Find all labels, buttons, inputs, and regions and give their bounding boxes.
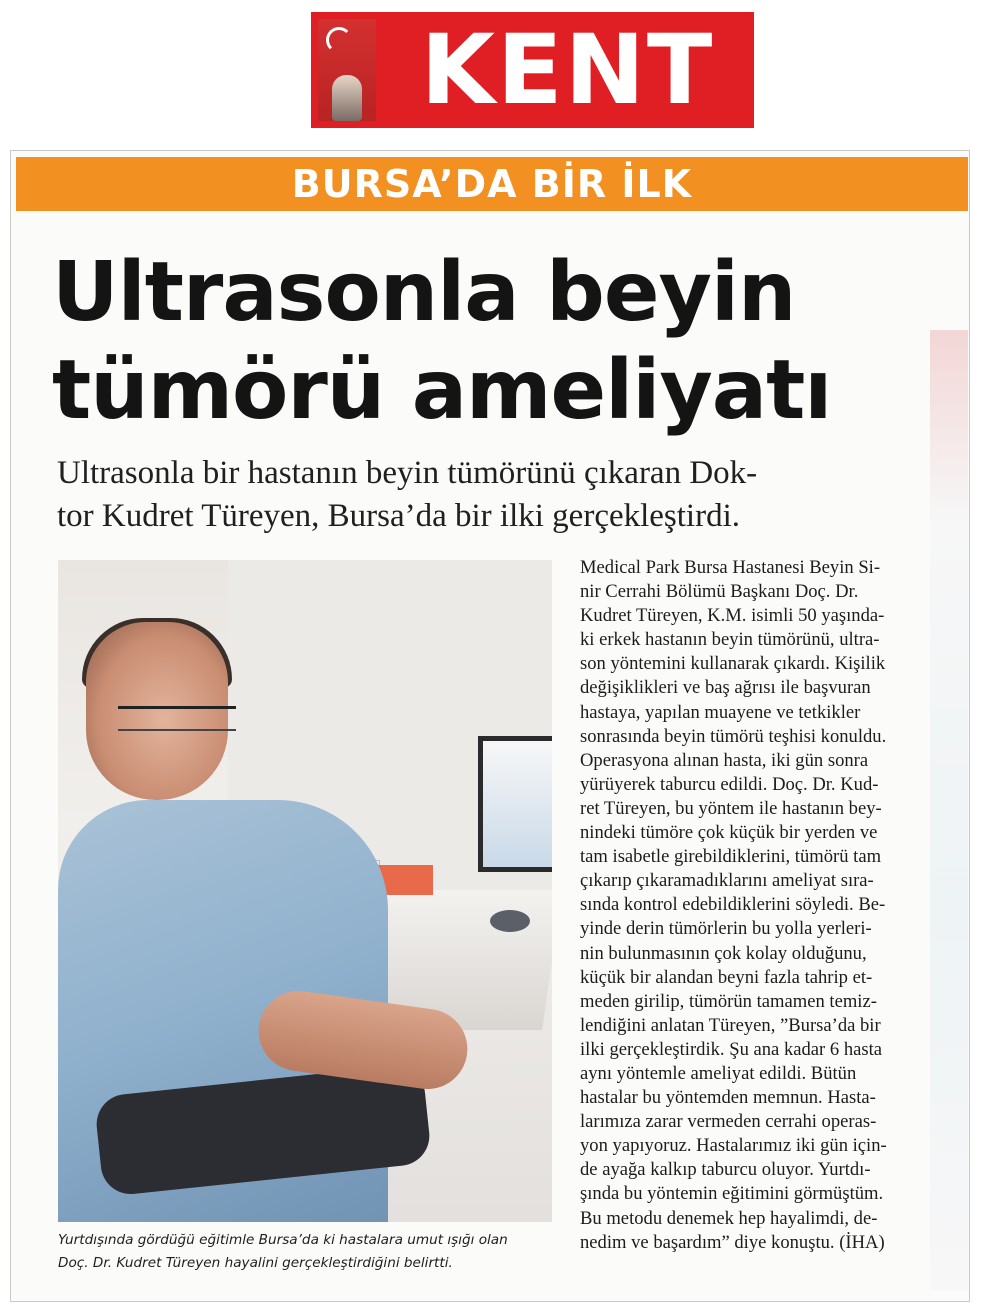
body-line: hastaya, yapılan muayene ve tetkikler: [580, 701, 861, 723]
body-line: ki erkek hastanın beyin tümörünü, ultra-: [580, 629, 880, 651]
body-line: Kudret Türeyen, K.M. isimli 50 yaşında-: [580, 605, 885, 627]
ataturk-portrait-icon: [318, 19, 376, 121]
crescent-logo-icon: [326, 27, 352, 53]
body-line: de ayağa kalkıp taburcu oluyor. Yurtdı-: [580, 1159, 871, 1181]
caption-line: Doç. Dr. Kudret Türeyen hayalini gerçekleştirdiğini belirtti.: [58, 1255, 453, 1271]
body-line: küçük bir alandan beyni fazla tahrip et-: [580, 966, 873, 988]
body-line: nedim ve başardım” diye konuştu. (İHA): [580, 1231, 885, 1253]
section-band: [16, 157, 968, 211]
body-line: nindeki tümöre çok küçük bir yerden ve: [580, 822, 878, 844]
headline: [52, 244, 952, 440]
body-line: değişiklikleri ve baş ağrısı ile başvuran: [580, 677, 871, 699]
body-line: hastalar bu yöntemden memnun. Hasta-: [580, 1087, 876, 1109]
body-line: nir Cerrahi Bölümü Başkanı Doç. Dr.: [580, 581, 859, 603]
headline-line: Ultrasonla beyin: [52, 245, 796, 340]
body-line: sında kontrol edebildiklerini söyledi. Be-: [580, 894, 886, 916]
masthead: [311, 12, 754, 128]
body-line: son yöntemini kullanarak çıkardı. Kişilik: [580, 653, 886, 675]
body-line: yürüyerek taburcu edildi. Doç. Dr. Kud-: [580, 773, 879, 795]
caption-line: Yurtdışında gördüğü eğitimle Bursa’da ki hastalara umut ışığı olan: [58, 1232, 508, 1248]
mouse-icon: [490, 910, 530, 932]
monitor-icon: [478, 736, 552, 872]
body-line: larımıza zarar vermeden cerrahi operas-: [580, 1111, 877, 1133]
photo-caption: [58, 1229, 552, 1275]
body-line: ret Türeyen, bu yöntem ile hastanın bey-: [580, 797, 882, 819]
newspaper-name: KENT: [420, 14, 715, 126]
subhead-line: tor Kudret Türeyen, Bursa’da bir ilki gerçekleştirdi.: [57, 498, 741, 534]
headline-line: tümörü ameliyatı: [52, 343, 832, 438]
portrait-figure: [332, 75, 362, 121]
body-line: yon yapıyoruz. Hastalarımız iki gün için-: [580, 1135, 887, 1157]
glasses-icon: [118, 706, 236, 731]
body-line: şında bu yöntemin eğitimini görmüştüm.: [580, 1183, 884, 1205]
subheadline: [57, 452, 937, 538]
body-line: Operasyona alınan hasta, iki gün sonra: [580, 749, 869, 771]
body-line: nin bulunmasının çok kolay olduğunu,: [580, 942, 867, 964]
body-line: lendiğini anlatan Türeyen, ”Bursa’da bir: [580, 1014, 881, 1036]
body-line: ilki gerçekleştirdik. Şu ana kadar 6 hasta: [580, 1038, 883, 1060]
body-line: meden girilip, tümörün tamamen temiz-: [580, 990, 877, 1012]
body-line: Bu metodu denemek hep hayalimdi, de-: [580, 1207, 878, 1229]
body-line: Medical Park Bursa Hastanesi Beyin Si-: [580, 557, 881, 578]
body-line: aynı yöntemle ameliyat edildi. Bütün: [580, 1062, 857, 1084]
subhead-line: Ultrasonla bir hastanın beyin tümörünü çıkaran Dok-: [57, 455, 758, 491]
doctor-photo: [58, 560, 552, 1222]
section-kicker: BURSA’DA BİR İLK: [291, 162, 693, 206]
body-line: tam isabetle girebildiklerini, tümörü tam: [580, 846, 882, 868]
body-line: yinde derin tümörlerin bu yolla yerleri-: [580, 918, 872, 940]
body-line: çıkarıp çıkaramadıklarını ameliyat sıra-: [580, 870, 874, 892]
body-line: sonrasında beyin tümörü teşhisi konuldu.: [580, 725, 887, 747]
article-body: [580, 556, 950, 1255]
